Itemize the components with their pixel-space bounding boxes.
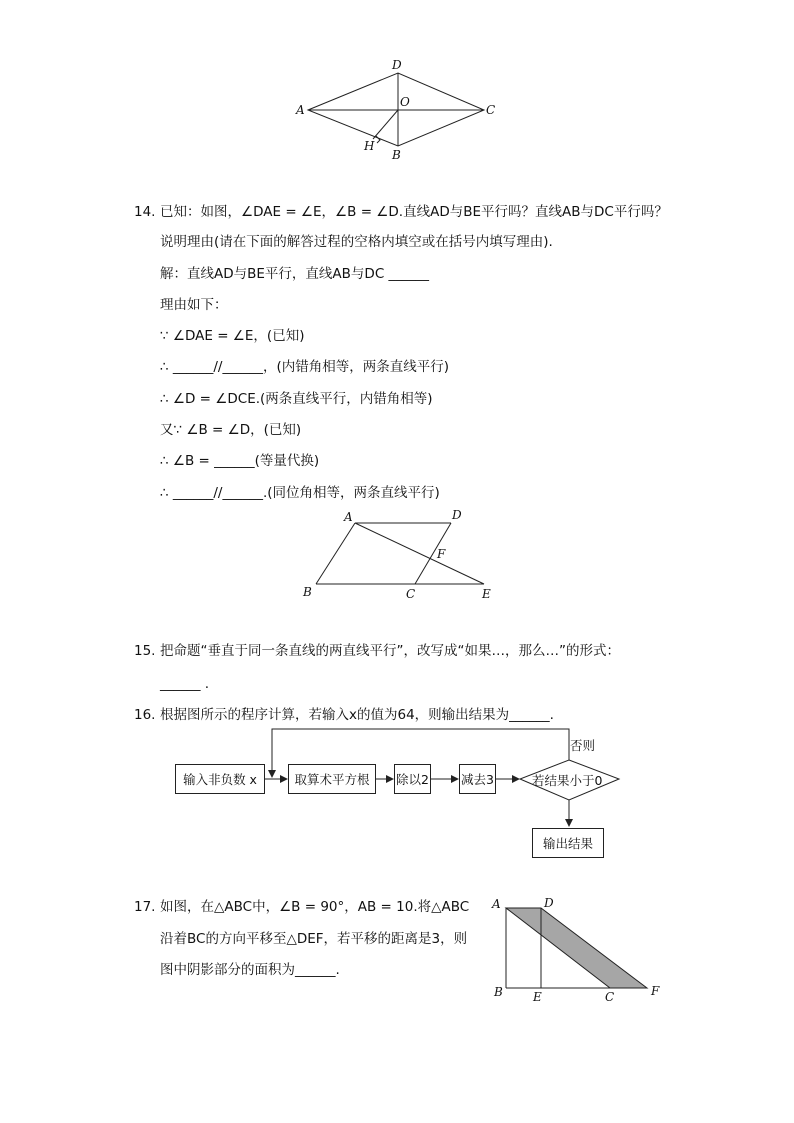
label-C: C (605, 990, 615, 1004)
q14-line-7: ∴ ∠D = ∠DCE.(两条直线平行，内错角相等) (160, 391, 433, 407)
flow-input-label: 输入非负数 x (183, 772, 257, 787)
label-A: A (492, 897, 501, 911)
q14-line-9: ∴ ∠B = ______(等量代换) (160, 453, 320, 469)
label-A: A (296, 103, 305, 117)
label-O: O (400, 95, 410, 109)
flow-sqrt-label: 取算术平方根 (294, 772, 370, 787)
q14-line-5: ∵ ∠DAE = ∠E，(已知) (160, 328, 305, 344)
label-C: C (486, 103, 496, 117)
label-F: F (651, 984, 660, 998)
q14-line-1: 已知：如图，∠DAE = ∠E，∠B = ∠D.直线AD与BE平行吗？直线AB与DC平行吗？ (160, 204, 668, 220)
label-C: C (406, 587, 416, 601)
flow-divide-label: 除以2 (396, 772, 429, 787)
q14-line-2: 说明理由(请在下面的解答过程的空格内填空或在括号内填写理由). (160, 234, 553, 250)
q15-line-2: ______ . (160, 676, 210, 692)
q14-line-4: 理由如下： (160, 297, 228, 313)
q14-line-6: ∴ ______//______，(内错角相等，两条直线平行) (160, 359, 450, 375)
question-17-number: 17. (134, 899, 156, 915)
label-A: A (344, 510, 353, 524)
question-15-number: 15. (134, 643, 156, 659)
label-B: B (303, 585, 312, 599)
flow-subtract-label: 减去3 (461, 772, 494, 787)
question-14-number: 14. (134, 204, 156, 220)
q14-line-10: ∴ ______//______.(同位角相等，两条直线平行) (160, 485, 440, 501)
q16-line-1: 根据图所示的程序计算，若输入x的值为64，则输出结果为______. (160, 707, 554, 723)
label-B: B (392, 148, 401, 162)
flow-output-label: 输出结果 (542, 836, 593, 851)
label-B: B (494, 985, 503, 999)
label-D: D (452, 508, 462, 522)
q14-line-3: 解：直线AD与BE平行，直线AB与DC ______ (160, 266, 430, 282)
flow-else-label: 否则 (570, 738, 596, 753)
q14-line-8: 又∵ ∠B = ∠D，(已知) (160, 422, 302, 438)
q15-line-1: 把命题“垂直于同一条直线的两直线平行”，改写成“如果…，那么…”的形式： (160, 643, 620, 659)
label-D: D (544, 896, 554, 910)
label-E: E (482, 587, 491, 601)
label-E: E (533, 990, 542, 1004)
label-H: H (364, 139, 375, 153)
flow-condition-label: 若结果小于0 (532, 773, 603, 788)
q17-line-2: 沿着BC的方向平移至△DEF，若平移的距离是3，则 (160, 931, 468, 947)
question-16-number: 16. (134, 707, 156, 723)
label-D: D (392, 58, 402, 72)
q17-line-3: 图中阴影部分的面积为______. (160, 962, 340, 978)
label-F: F (437, 547, 446, 561)
q17-line-1: 如图，在△ABC中，∠B = 90°，AB = 10.将△ABC (160, 899, 470, 915)
